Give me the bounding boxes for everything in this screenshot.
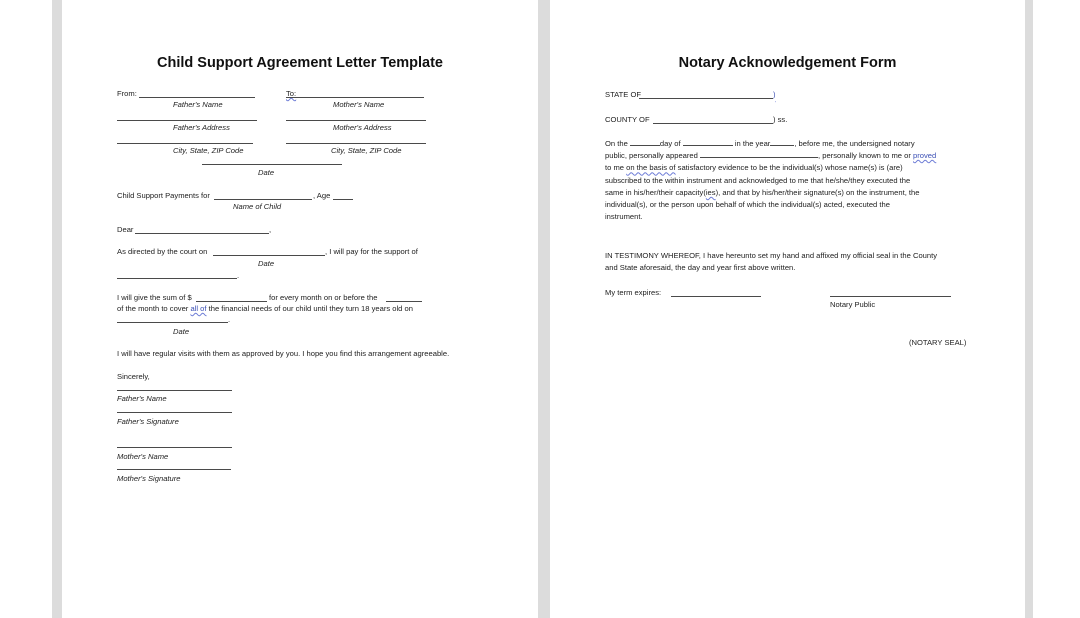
term-expires-line	[671, 296, 761, 297]
date-line	[202, 164, 342, 165]
visits-text: I will have regular visits with them as approved by you. I hope you find this arrangement agreeable.	[117, 349, 450, 358]
payments-for-label: Child Support Payments for	[117, 191, 210, 200]
state-of-label: STATE OF	[605, 90, 641, 99]
fathers-city-line	[117, 143, 253, 144]
fathers-address-caption: Father's Address	[173, 123, 230, 132]
notary-page[interactable]	[550, 0, 1025, 618]
dear-label: Dear	[117, 225, 134, 234]
notary-seal-label: (NOTARY SEAL)	[909, 338, 967, 347]
mothers-city-caption: City, State, ZIP Code	[331, 146, 402, 155]
fathers-signature-line	[117, 412, 232, 413]
mothers-name-line	[117, 447, 232, 448]
day-of-month-line	[386, 301, 422, 302]
ack-to-me: to me	[605, 163, 624, 173]
ack-line-1	[605, 138, 975, 150]
notary-public-label: Notary Public	[830, 300, 876, 309]
fathers-city-caption: City, State, ZIP Code	[173, 146, 244, 155]
ack-on-the: On the	[605, 139, 628, 148]
age-line	[333, 199, 353, 200]
state-line	[639, 98, 773, 99]
mothers-city-line	[286, 143, 426, 144]
all-of-flagged: all of	[190, 304, 207, 313]
ack-line-4: subscribed to the within instrument and acknowledged to me that he/she/they executed the	[605, 175, 911, 185]
term-expires-label: My term expires:	[605, 288, 662, 297]
ack-satisfactory: satisfactory evidence to be the individual(s) whose name(s) is (are)	[677, 163, 903, 173]
child-support-page[interactable]	[62, 0, 538, 618]
ack-signature: ), and that by his/her/their signature(s) on the instrument, the	[715, 187, 920, 197]
ack-day-of: day of	[659, 139, 681, 148]
notary-signature-line	[830, 296, 951, 297]
mothers-signature-line	[117, 469, 231, 470]
sincerely-text: Sincerely,	[117, 372, 150, 381]
cover-needs-pre: of the month to cover	[117, 304, 189, 313]
mothers-address-caption: Mother's Address	[333, 123, 392, 132]
testimony-line-2: and State aforesaid, the day and year first above written.	[605, 263, 796, 273]
date-caption: Date	[258, 168, 275, 177]
to-line	[286, 97, 424, 98]
ack-capacity: same in his/her/their capacity(	[605, 187, 706, 197]
turn-18-date-caption: Date	[173, 327, 190, 336]
middle-gutter	[538, 0, 550, 618]
cover-needs-text	[117, 304, 413, 313]
ack-line-7: instrument.	[605, 212, 643, 222]
fathers-name-line	[117, 390, 232, 391]
testimony-line-1: IN TESTIMONY WHEREOF, I have hereunto set my hand and affixed my official seal in the County	[605, 251, 938, 260]
mothers-address-line	[286, 120, 426, 121]
ack-personally-appeared: public, personally appeared	[605, 151, 698, 161]
court-date-line	[213, 255, 325, 256]
support-of-line	[117, 278, 237, 279]
fathers-address-line	[117, 120, 257, 121]
turn-18-period: .	[228, 315, 231, 324]
support-of-period: .	[237, 271, 240, 280]
dear-line	[135, 233, 269, 234]
child-name-line	[214, 199, 312, 200]
ack-line-2	[605, 150, 975, 162]
dear-comma: ,	[269, 225, 272, 234]
ack-proved-flagged: proved	[913, 151, 937, 161]
ack-line-3	[605, 162, 975, 174]
ack-ies-flagged: ies	[705, 187, 716, 197]
every-month-label: for every month on or before the	[269, 293, 378, 302]
testimony-paragraph	[605, 250, 975, 274]
sign-fathers-signature: Father's Signature	[117, 417, 179, 426]
directed-label: As directed by the court on	[117, 247, 208, 256]
name-of-child-caption: Name of Child	[233, 202, 282, 211]
from-label: From:	[117, 89, 137, 98]
pay-support-label: , I will pay for the support of	[325, 247, 418, 256]
fathers-name-caption: Father's Name	[173, 100, 223, 109]
county-of-label: COUNTY OF	[605, 115, 650, 124]
ack-line-6: individual(s), or the person upon behalf of which the individual(s) acted, executed the	[605, 200, 890, 210]
to-label: To:	[286, 89, 297, 98]
sum-line	[196, 301, 267, 302]
from-line	[139, 97, 255, 98]
state-close: )	[773, 90, 776, 99]
ack-in-the-year: in the year	[734, 139, 771, 148]
acknowledgement-paragraph	[605, 138, 975, 223]
give-sum-label: I will give the sum of $	[117, 293, 192, 302]
ack-personally-known: , personally known to me or	[818, 151, 911, 161]
court-date-caption: Date	[258, 259, 275, 268]
county-line	[653, 123, 773, 124]
sign-mothers-signature: Mother's Signature	[117, 474, 181, 483]
ack-line-5	[605, 187, 975, 199]
cover-needs-post: the financial needs of our child until they turn 18 years old on	[208, 304, 413, 313]
page-title: Child Support Agreement Letter Template	[157, 55, 443, 71]
ack-on-basis-flagged: on the basis of	[626, 163, 676, 173]
sign-mothers-name: Mother's Name	[117, 452, 169, 461]
right-gutter	[1025, 0, 1033, 618]
left-gutter	[52, 0, 62, 618]
sign-fathers-name: Father's Name	[117, 394, 167, 403]
page-title: Notary Acknowledgement Form	[678, 55, 897, 71]
turn-18-date-line	[117, 322, 228, 323]
county-close: ) ss.	[773, 115, 788, 124]
age-label: , Age	[313, 191, 331, 200]
ack-before-me: , before me, the undersigned notary	[794, 139, 915, 148]
mothers-name-caption: Mother's Name	[333, 100, 385, 109]
